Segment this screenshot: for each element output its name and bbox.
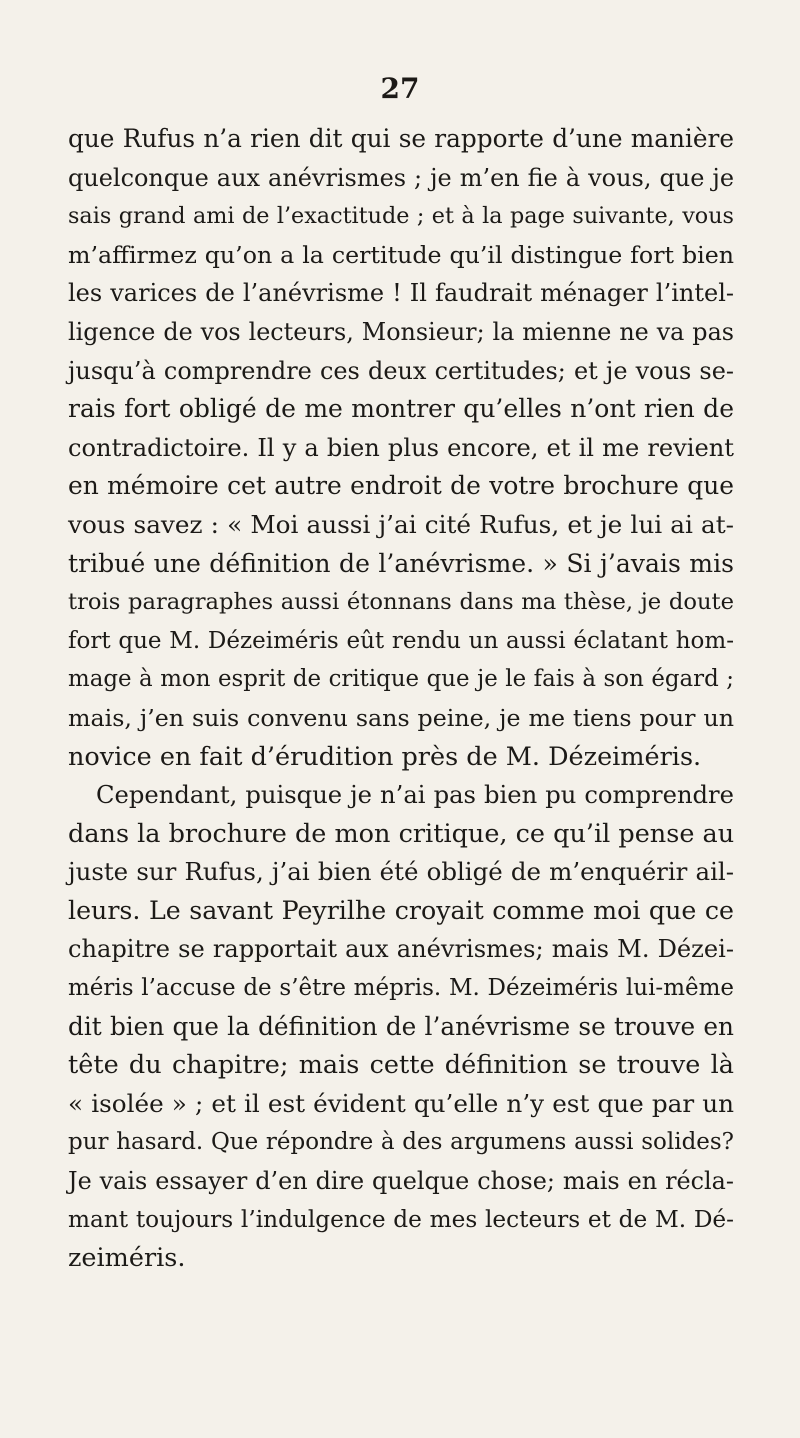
text-line: juste sur Rufus, j’ai bien été obligé de m’enquérir ail- — [68, 857, 734, 887]
text-line: jusqu’à comprendre ces deux certitudes; et je vous se- — [68, 356, 734, 385]
text-line: tête du chapitre; mais cette définition se trouve là — [68, 1050, 734, 1081]
text-line: zeiméris. — [68, 1243, 186, 1274]
text-line: dans la brochure de mon critique, ce qu’il pense au — [68, 818, 735, 849]
text-line: Cependant, puisque je n’ai pas bien pu comprendre — [96, 780, 734, 810]
body-text — [68, 120, 734, 1278]
text-line: les varices de l’anévrisme ! Il faudrait ménager l’intel- — [68, 279, 734, 308]
text-line: contradictoire. Il y a bien plus encore, et il me revient — [68, 433, 734, 462]
text-line: vous savez : « Moi aussi j’ai cité Rufus, et je lui ai at- — [68, 509, 734, 539]
text-line: m’affirmez qu’on a la certitude qu’il distingue fort bien — [68, 240, 734, 269]
text-line: quelconque aux anévrismes ; je m’en fie à vous, que je — [68, 163, 734, 192]
text-line: en mémoire cet autre endroit de votre brochure que — [68, 471, 734, 501]
text-line: trois paragraphes aussi étonnans dans ma thèse, je doute — [68, 589, 734, 616]
text-line: ligence de vos lecteurs, Monsieur; la mienne ne va pas — [68, 317, 734, 346]
text-line: « isolée » ; et il est évident qu’elle n’y est que par un — [68, 1088, 734, 1118]
text-line: dit bien que la définition de l’anévrisme se trouve en — [68, 1011, 734, 1041]
text-line: mais, j’en suis convenu sans peine, je me tiens pour un — [68, 703, 734, 732]
text-line: Je vais essayer d’en dire quelque chose; mais en récla- — [68, 1167, 734, 1196]
text-line: novice en fait d’érudition près de M. Dézeiméris. — [68, 741, 702, 772]
page-number: 27 — [380, 72, 420, 105]
text-line: mant toujours l’indulgence de mes lecteurs et de M. Dé- — [68, 1205, 734, 1233]
text-line: pur hasard. Que répondre à des argumens aussi solides? — [68, 1129, 734, 1156]
text-line: sais grand ami de l’exactitude ; et à la page suivante, vous — [68, 203, 734, 230]
text-line: chapitre se rapportait aux anévrismes; mais M. Dézei- — [68, 935, 734, 964]
text-line: fort que M. Dézeiméris eût rendu un aussi éclatant hom- — [68, 627, 734, 654]
text-line: que Rufus n’a rien dit qui se rapporte d’une manière — [68, 124, 734, 153]
text-line: mage à mon esprit de critique que je le fais à son égard ; — [68, 666, 734, 693]
text-line: méris l’accuse de s’être mépris. M. Dézeiméris lui-même — [68, 975, 734, 1002]
text-line: tribué une définition de l’anévrisme. » Si j’avais mis — [68, 548, 734, 578]
text-line: leurs. Le savant Peyrilhe croyait comme moi que ce — [68, 895, 734, 925]
text-line: rais fort obligé de me montrer qu’elles n’ont rien de — [68, 394, 734, 424]
